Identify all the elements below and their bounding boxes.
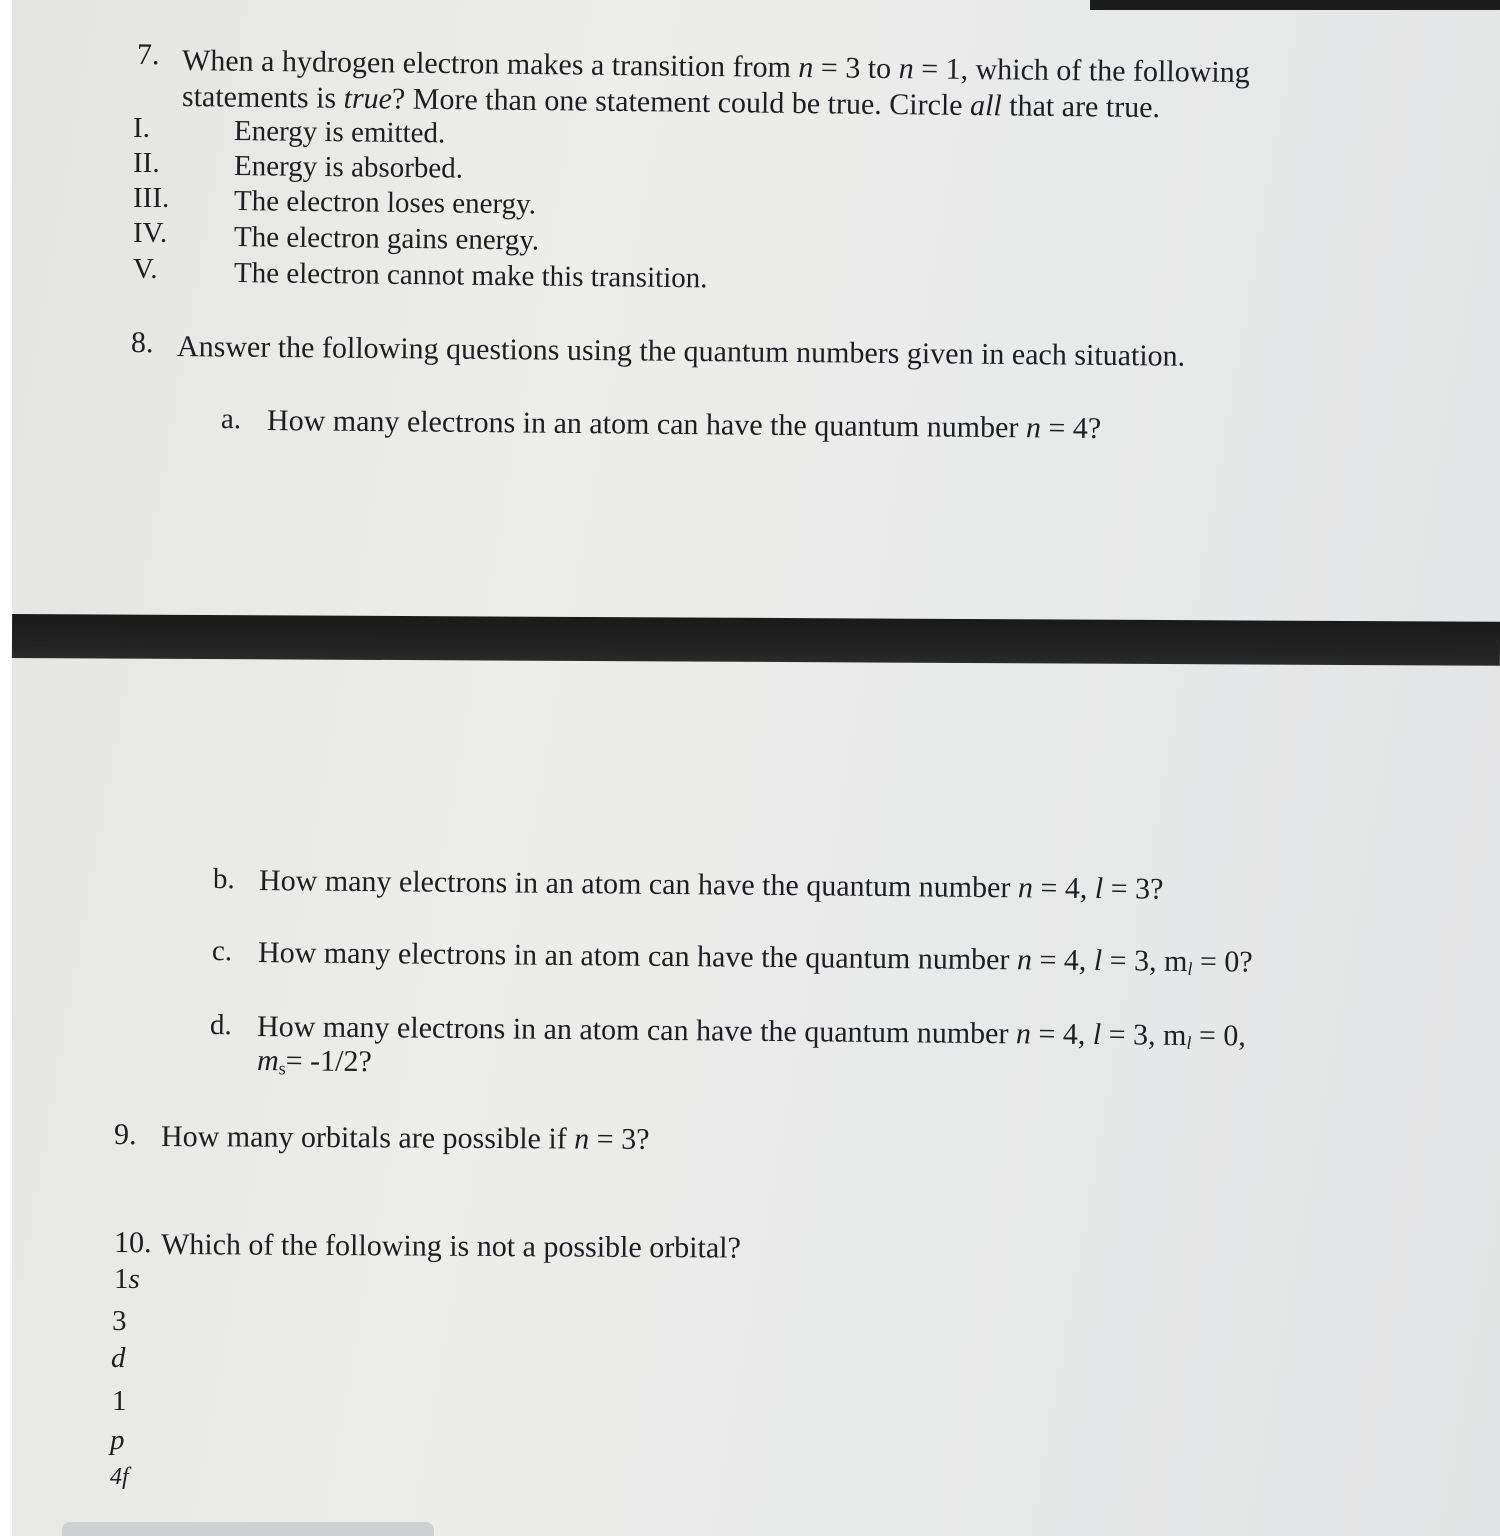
q7-number: 7. <box>136 38 160 72</box>
q7-statement-1: Energy is emitted. <box>233 115 446 150</box>
q10-option-1: 1 <box>112 1385 127 1417</box>
q7-statement-5: The electron cannot make this transition. <box>233 257 708 295</box>
q8-text: Answer the following questions using the quantum numbers given in each situation. <box>176 330 1186 373</box>
q8d-line2: $m_s= -1/2$? <box>256 1044 372 1079</box>
q7-line2: statements is true? More than one statement could be true. Circle all that are true. <box>181 80 1161 125</box>
q8a-letter: a. <box>220 403 242 436</box>
q8d-line1: How many electrons in an atom can have the quantum number n = 4, l = 3, $m_l = 0$, <box>256 1010 1247 1053</box>
bottom-screen-tab <box>62 1522 434 1536</box>
q7-statement-2: Energy is absorbed. <box>233 150 464 185</box>
q7-numeral-2: II. <box>133 147 160 179</box>
q8-number: 8. <box>130 326 154 360</box>
q7-statement-4: The electron gains energy. <box>233 221 540 257</box>
q7-line1: When a hydrogen electron makes a transition from n = 3 to n = 1, which of the following <box>181 44 1250 90</box>
q8c-letter: c. <box>211 935 233 968</box>
q10-option-3: 3 <box>112 1305 127 1337</box>
q8b-letter: b. <box>212 863 235 896</box>
q7-numeral-5: V. <box>133 253 158 285</box>
q10-option-p: p <box>110 1424 125 1456</box>
q10-option-1s: 1s <box>114 1263 140 1295</box>
q7-numeral-3: III. <box>133 182 170 214</box>
q8b-text: How many electrons in an atom can have the quantum number n = 4, l = 3? <box>258 864 1164 906</box>
top-edge-shadow <box>1090 0 1500 10</box>
q8a-text: How many electrons in an atom can have the quantum number n = 4? <box>266 404 1102 446</box>
photo-fold-band <box>12 614 1500 666</box>
q7-numeral-4: IV. <box>133 217 168 249</box>
q10-option-d: d <box>111 1342 126 1374</box>
q10-text: Which of the following is not a possible orbital? <box>160 1228 741 1265</box>
q10-number: 10. <box>113 1226 152 1260</box>
q9-text: How many orbitals are possible if n = 3? <box>160 1120 650 1156</box>
q8d-letter: d. <box>209 1009 232 1042</box>
q7-numeral-1: I. <box>133 112 150 144</box>
q9-number: 9. <box>113 1118 137 1152</box>
q8c-text: How many electrons in an atom can have the quantum number n = 4, l = 3, $m_l = 0$? <box>257 936 1253 979</box>
q10-option-4f: 4f <box>110 1464 129 1490</box>
q7-statement-3: The electron loses energy. <box>233 185 537 221</box>
